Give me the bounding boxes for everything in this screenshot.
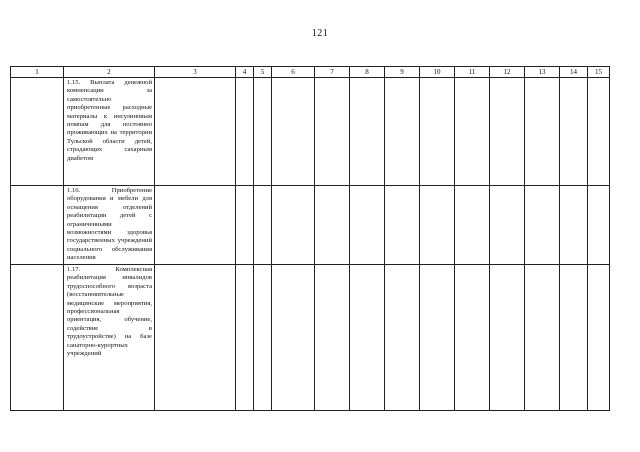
column-header-8: 8 [350, 67, 385, 78]
table-cell [315, 78, 350, 186]
table-cell [490, 186, 525, 265]
table-cell [254, 265, 272, 411]
table-cell [350, 78, 385, 186]
table-cell [525, 186, 560, 265]
column-header-2: 2 [64, 67, 155, 78]
table-cell [455, 78, 490, 186]
page-number: 121 [311, 28, 329, 39]
row-description: 1.17. Комплексная реабилитация инвалидов трудоспособного возраста (восстановительные медицинские мероприятия, профессиональная ориентация, обучение, содействие в трудоустройстве) на базе санаторно-курортных учреждений [67, 266, 152, 358]
column-header-12: 12 [490, 67, 525, 78]
table-cell [455, 186, 490, 265]
table-cell [525, 78, 560, 186]
table-row [11, 186, 610, 265]
column-header-9: 9 [385, 67, 420, 78]
table-cell [11, 78, 64, 186]
table-cell [490, 265, 525, 411]
column-header-3: 3 [155, 67, 236, 78]
table-cell [155, 186, 236, 265]
column-header-15: 15 [588, 67, 610, 78]
row-description: 1.16. Приобретение оборудования и мебели для оснащения отделений реабилитации детей с ограниченными возможностями здоровья государственных учреждений социального обслуживания населения [67, 187, 152, 262]
table-cell [236, 265, 254, 411]
table-cell [588, 186, 610, 265]
table-cell [155, 78, 236, 186]
table-cell [64, 78, 155, 186]
table-cell [236, 78, 254, 186]
table-row [11, 265, 610, 411]
table-cell [560, 265, 588, 411]
table-cell [560, 186, 588, 265]
header-row [11, 67, 610, 78]
table-cell [272, 265, 315, 411]
table-cell [11, 186, 64, 265]
row-description: 1.15. Выплата денежной компенсации за самостоятельно приобретенные расходные материалы к инсулиновым помпам для постоянно проживающих на территории Тульской области детей, страдающих сахарным диабетом [67, 79, 152, 162]
table-cell [420, 78, 455, 186]
table-cell [455, 265, 490, 411]
column-header-5: 5 [254, 67, 272, 78]
table-cell [64, 265, 155, 411]
table-cell [64, 186, 155, 265]
column-header-1: 1 [11, 67, 64, 78]
table-cell [420, 265, 455, 411]
data-table [10, 66, 610, 411]
table-cell [155, 265, 236, 411]
table-cell [350, 265, 385, 411]
table-row [11, 78, 610, 186]
table-cell [315, 186, 350, 265]
table-cell [385, 78, 420, 186]
table-cell [385, 265, 420, 411]
column-header-7: 7 [315, 67, 350, 78]
table-cell [272, 78, 315, 186]
table-cell [588, 78, 610, 186]
column-header-4: 4 [236, 67, 254, 78]
table-cell [315, 265, 350, 411]
column-header-13: 13 [525, 67, 560, 78]
table-cell [350, 186, 385, 265]
table-cell [588, 265, 610, 411]
table-cell [560, 78, 588, 186]
table-cell [420, 186, 455, 265]
table-cell [490, 78, 525, 186]
table-cell [254, 78, 272, 186]
table-cell [272, 186, 315, 265]
table-cell [11, 265, 64, 411]
column-header-11: 11 [455, 67, 490, 78]
table-cell [236, 186, 254, 265]
table-cell [254, 186, 272, 265]
column-header-14: 14 [560, 67, 588, 78]
column-header-10: 10 [420, 67, 455, 78]
table-cell [385, 186, 420, 265]
table-cell [525, 265, 560, 411]
column-header-6: 6 [272, 67, 315, 78]
